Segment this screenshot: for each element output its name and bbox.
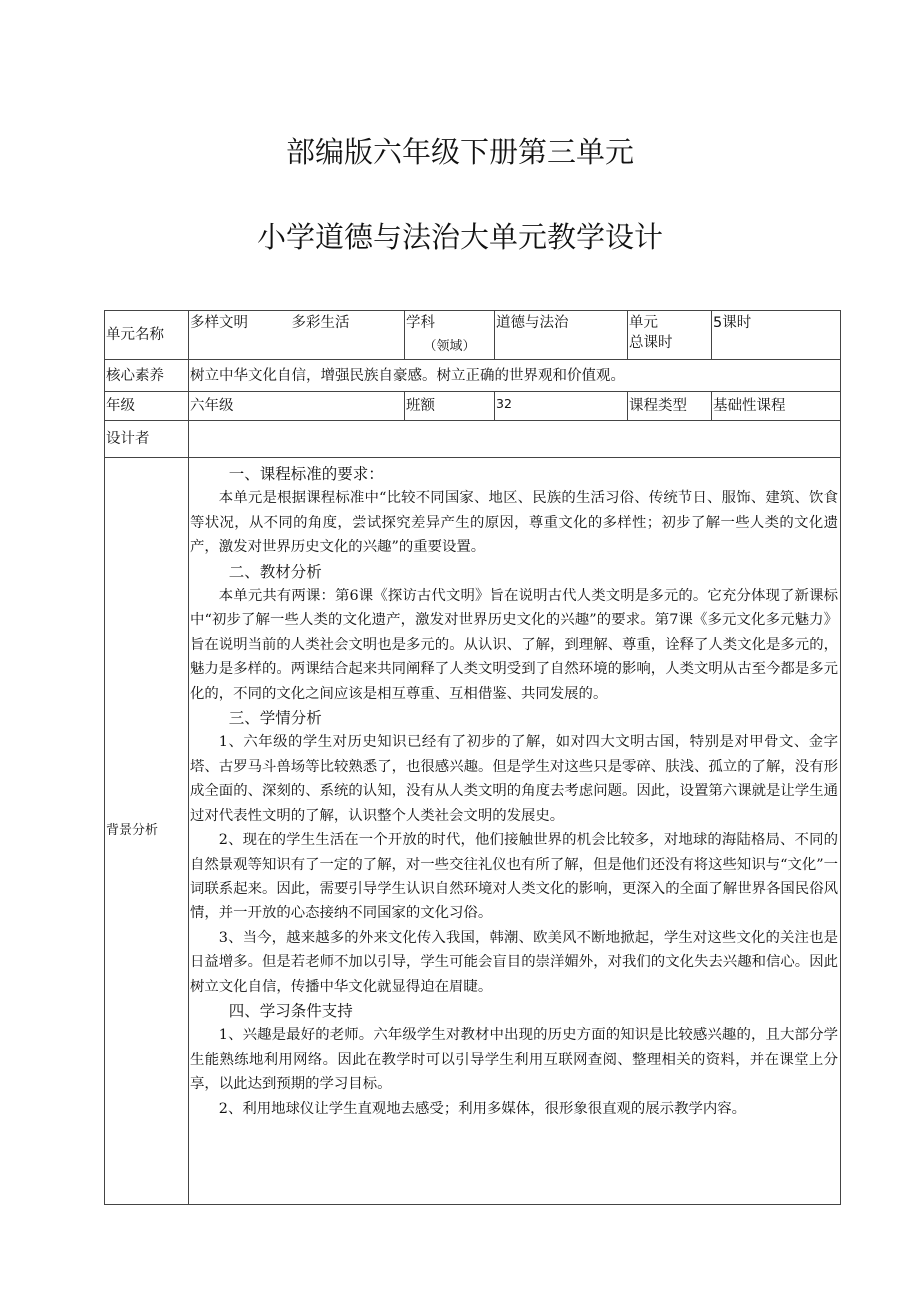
document-title-line2: 小学道德与法治大单元教学设计 — [256, 220, 663, 254]
subject-label-1: 学科 — [406, 315, 435, 331]
section-heading: 二、教材分析 — [228, 562, 322, 581]
unit-name-value: 多样文明 多彩生活 — [189, 311, 405, 360]
background-label: 背景分析 — [105, 458, 189, 1205]
class-size-label: 班额 — [405, 392, 495, 421]
paragraph: 本单元共有两课：第6课《探访古代文明》旨在说明古代人类文明是多元的。它充分体现了新课标中“初步了解一些人类的文化遗产，激发对世界历史文化的兴趣”的要求。第7课《多元文化多元魅力》旨在说明当前的人类社会文明也是多元的。从认识、了解，到理解、尊重，诠释了人类文化是多元的，魅力是多样的。两课结合起来共同阐释了人类文明受到了自然环境的影响，人类文明从古至今都是多元化的，不同的文化之间应该是相互尊重、互相借鉴、共同发展的。 — [190, 588, 838, 702]
design-table — [104, 310, 841, 1205]
subject-label-2: （领域） — [423, 339, 476, 354]
total-hours-value: 5课时 — [712, 311, 841, 360]
core-value: 树立中华文化自信，增强民族自豪感。树立正确的世界观和价值观。 — [189, 360, 841, 392]
paragraph: 2、利用地球仪让学生直观地去感受；利用多媒体，很形象很直观的展示教学内容。 — [218, 1100, 747, 1117]
designer-label: 设计者 — [105, 421, 189, 458]
section-heading: 三、学情分析 — [228, 709, 322, 728]
section-heading: 一、课程标准的要求： — [228, 465, 384, 483]
core-label: 核心素养 — [105, 360, 189, 392]
paragraph: 2、现在的学生生活在一个开放的时代，他们接触世界的机会比较多，对地球的海陆格局、不同的自然景观等知识有了一定的了解，对一些交往礼仪也有所了解，但是他们还没有将这些知识与“文化”一词联系起来。因此，需要引导学生认识自然环境对人类文化的影响，更深入的全面了解世界各国民俗风情，并一开放的心态接纳不同国家的文化习俗。 — [190, 832, 838, 922]
grade-value: 六年级 — [189, 392, 405, 421]
paragraph: 3、当今，越来越多的外来文化传入我国，韩潮、欧美风不断地掀起，学生对这些文化的关注也是日益增多。但是若老师不加以引导，学生可能会盲目的崇洋媚外，对我们的文化失去兴趣和信心。因此树立文化自信，传播中华文化就显得迫在眉睫。 — [190, 929, 838, 995]
subject-label — [405, 311, 495, 360]
paragraph: 本单元是根据课程标准中“比较不同国家、地区、民族的生活习俗、传统节日、服饰、建筑、饮食等状况，从不同的角度，尝试探究差异产生的原因，尊重文化的多样性；初步了解一些人类的文化遗产，激发对世界历史文化的兴趣”的重要设置。 — [190, 490, 838, 556]
course-type-label: 课程类型 — [628, 392, 712, 421]
paragraph: 1、六年级的学生对历史知识已经有了初步的了解，如对四大文明古国，特别是对甲骨文、金字塔、古罗马斗兽场等比较熟悉了，也很感兴趣。但是学生对这些只是零碎、肤浅、孤立的了解，没有形成全面的、深刻的、系统的认知，没有从人类文明的角度去考虑问题。因此，设置第六课就是让学生通过对代表性文明的了解，认识整个人类社会文明的发展史。 — [190, 734, 838, 824]
course-type-value: 基础性课程 — [712, 392, 841, 421]
document-title-line1: 部编版六年级下册第三单元 — [285, 135, 634, 169]
total-hours-label-1: 单元 — [629, 315, 658, 331]
total-hours-label-2: 总课时 — [629, 335, 673, 351]
subject-value: 道德与法治 — [495, 311, 628, 360]
background-content — [189, 458, 841, 1205]
class-size-value: 32 — [495, 392, 628, 421]
grade-label: 年级 — [105, 392, 189, 421]
paragraph: 1、兴趣是最好的老师。六年级学生对教材中出现的历史方面的知识是比较感兴趣的，且大部分学生能熟练地利用网络。因此在教学时可以引导学生利用互联网查阅、整理相关的资料，并在课堂上分享，以此达到预期的学习目标。 — [190, 1027, 838, 1093]
unit-name-label: 单元名称 — [105, 311, 189, 360]
section-heading: 四、学习条件支持 — [228, 1001, 353, 1020]
designer-value — [189, 421, 841, 458]
total-hours-label — [628, 311, 712, 360]
